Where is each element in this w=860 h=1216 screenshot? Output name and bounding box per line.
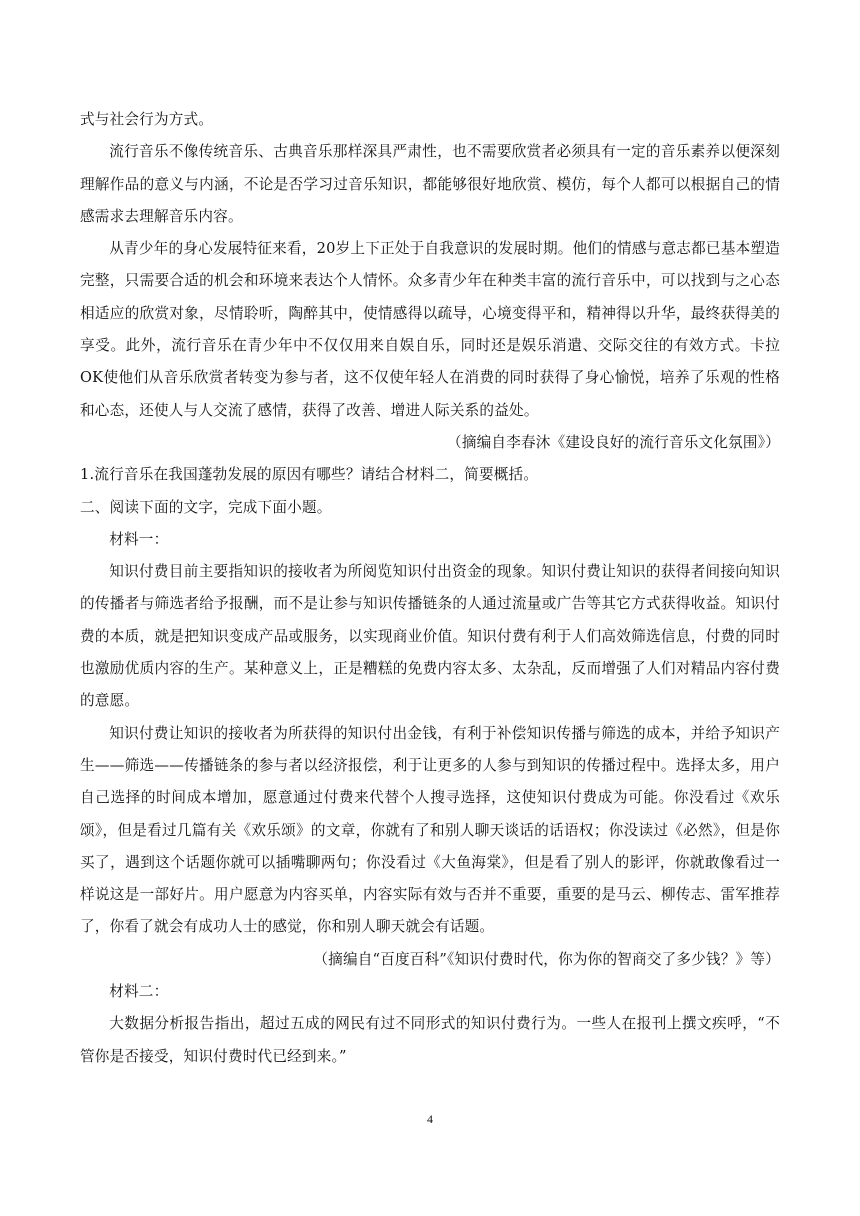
source-citation: （摘编自“百度百科”《知识付费时代，你为你的智商交了多少钱？》等） (313, 950, 780, 968)
material-1-label: 材料一： (109, 530, 169, 548)
source-citation: （摘编自李春沐《建设良好的流行音乐文化氛围》） (447, 433, 780, 451)
question-1: 1.流行音乐在我国蓬勃发展的原因有哪些？请结合材料二，简要概括。 (80, 466, 539, 484)
paragraph-knowledge-payment-benefits: 知识付费让知识的接收者为所获得的知识付出金钱，有利于补偿知识传播与筛选的成本，并给予知识产生——筛选——传播链条的参与者以经济报偿，利于让更多的人参与到知识的传播过程中。选择太多，用户自己选择的时间成本增加，愿意通过付费来代替个人搜寻选择，这使知识付费成为可能。你没看过《欢乐颂》，但是看过几篇有关《欢乐颂》的文章，你就有了和别人聊天谈话的话语权；你没读过《必然》，但是你买了，遇到这个话题你就可以插嘴聊两句；你没看过《大鱼海棠》，但是看了别人的影评，你就敢像看过一样说这是一部好片。用户愿意为内容买单，内容实际有效与否并不重要，重要的是马云、柳传志、雷军推荐了，你看了就会有成功人士的感觉，你和别人聊天就会有话题。 (80, 724, 780, 936)
paragraph-continuation: 式与社会行为方式。 (80, 111, 214, 128)
material-2-label: 材料二： (109, 983, 169, 1001)
page-number: 4 (427, 1112, 433, 1126)
paragraph-pop-music-accessibility: 流行音乐不像传统音乐、古典音乐那样深具严肃性，也不需要欣赏者必须具有一定的音乐素养以便深刻理解作品的意义与内涵，不论是否学习过音乐知识，都能够很好地欣赏、模仿，每个人都可以根据自己的情感需求去理解音乐内容。 (80, 143, 780, 225)
paragraph-knowledge-payment-definition: 知识付费目前主要指知识的接收者为所阅览知识付出资金的现象。知识付费让知识的获得者间接向知识的传播者与筛选者给予报酬，而不是让参与知识传播链条的人通过流量或广告等其它方式获得收益。知识付费的本质，就是把知识变成产品或服务，以实现商业价值。知识付费有利于人们高效筛选信息，付费的同时也激励优质内容的生产。某种意义上，正是糟糕的免费内容太多、太杂乱，反而增强了人们对精品内容付费的意愿。 (80, 563, 780, 710)
paragraph-youth-development: 从青少年的身心发展特征来看，20岁上下正处于自我意识的发展时期。他们的情感与意志都已基本塑造完整，只需要合适的机会和环境来表达个人情怀。众多青少年在种类丰富的流行音乐中，可以找到与之心态相适应的欣赏对象，尽情聆听，陶醉其中，使情感得以疏导，心境变得平和，精神得以升华，最终获得美的享受。此外，流行音乐在青少年中不仅仅用来自娱自乐，同时还是娱乐消遣、交际交往的有效方式。卡拉OK使他们从音乐欣赏者转变为参与者，这不仅使年轻人在消费的同时获得了身心愉悦，培养了乐观的性格和心态，还使人与人交流了感情，获得了改善、增进人际关系的益处。 (80, 240, 780, 419)
section-heading: 二、阅读下面的文字，完成下面小题。 (80, 498, 332, 516)
paragraph-big-data-report: 大数据分析报告指出，超过五成的网民有过不同形式的知识付费行为。一些人在报刊上撰文疾呼，“不管你是否接受，知识付费时代已经到来。” (80, 1015, 780, 1065)
page-content (80, 104, 780, 1073)
